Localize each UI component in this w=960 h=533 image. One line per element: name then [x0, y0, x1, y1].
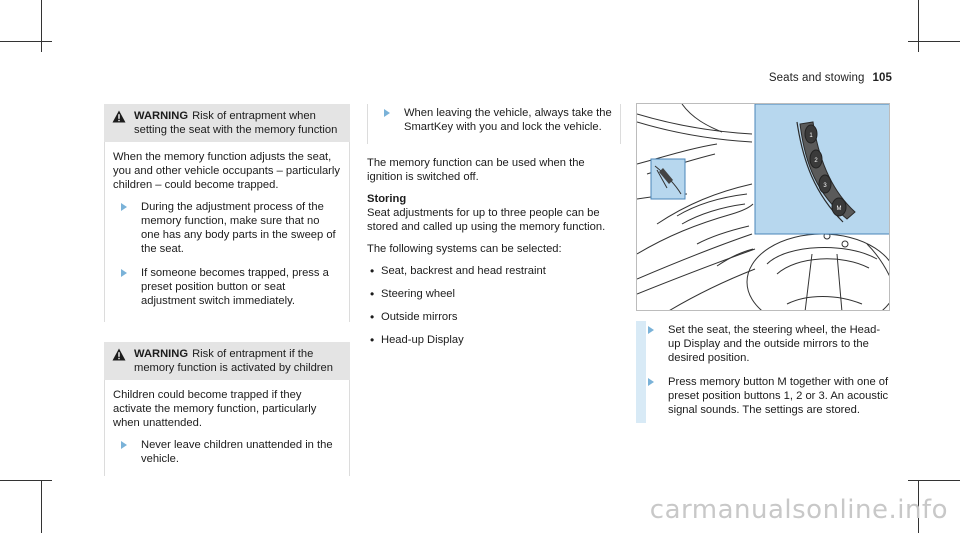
crop-mark [908, 480, 960, 481]
step-text: Press memory button M together with one of preset position buttons 1, 2 or 3. An acoustic signal sounds. The settings are stored. [668, 376, 889, 416]
steps-box [636, 321, 646, 423]
page-header [769, 72, 892, 84]
step-arrow-icon [648, 326, 654, 334]
warning-title: Risk of entrapment when setting the seat with the memory function [134, 110, 338, 136]
crop-mark [918, 0, 919, 52]
instruction-step [648, 323, 890, 365]
step-arrow-icon [121, 441, 127, 449]
list-item: • Outside mirrors [367, 310, 621, 324]
step-text: During the adjustment process of the memory function, make sure that no one has any body parts in the sweep of the seat. [141, 201, 336, 255]
door-panel-drawing [637, 104, 890, 311]
warning-title-text [134, 109, 342, 137]
section-title: Seats and stowing [768, 72, 865, 84]
systems-list [367, 264, 621, 347]
preset-button-3: 3 [823, 183, 827, 189]
step-arrow-icon [648, 378, 654, 386]
instruction-step [121, 266, 341, 308]
memory-button-m: M [836, 206, 842, 212]
preset-button-2: 2 [814, 158, 818, 164]
crop-mark [908, 41, 960, 42]
warning-text: Children could become trapped if they activate the memory function, particularly when unattended. [113, 389, 317, 429]
warning-continuation [367, 104, 621, 144]
crop-mark [41, 0, 42, 52]
warning-triangle-icon [112, 348, 126, 361]
step-text: Set the seat, the steering wheel, the Head-up Display and the outside mirrors to the desired position. [668, 324, 881, 364]
step-arrow-icon [121, 269, 127, 277]
warning-body [104, 142, 350, 322]
instruction-step [121, 200, 341, 256]
crop-mark [0, 41, 52, 42]
crop-mark [41, 481, 42, 533]
intro-text: The memory function can be used when the ignition is switched off. [367, 157, 585, 183]
column-3 [636, 321, 890, 427]
list-item: • Seat, backrest and head restraint [367, 264, 621, 278]
warning-header [104, 104, 350, 142]
systems-intro: The following systems can be selected: [367, 243, 562, 255]
column-1 [104, 104, 350, 476]
storing-text: Seat adjustments for up to three people can be stored and called up using the memory function. [367, 207, 606, 233]
step-text: When leaving the vehicle, always take the SmartKey with you and lock the vehicle. [404, 107, 612, 133]
warning-header [104, 342, 350, 380]
warning-label: WARNING [134, 110, 189, 122]
section-heading: Storing [367, 193, 407, 205]
step-arrow-icon [384, 109, 390, 117]
warning-text: When the memory function adjusts the seat, you and other vehicle occupants – particularly children – could become trapped. [113, 151, 340, 191]
watermark: carmanualsonline.info [649, 495, 948, 525]
warning-triangle-icon [112, 110, 126, 123]
list-item: • Head-up Display [367, 333, 621, 347]
page-number: 105 [872, 72, 892, 84]
step-arrow-icon [121, 203, 127, 211]
door-panel-illustration [636, 103, 890, 311]
warning-title: Risk of entrapment if the memory function is activated by children [134, 348, 333, 374]
instruction-step [384, 106, 612, 134]
warning-body [104, 380, 350, 476]
warning-title-text [134, 347, 342, 375]
list-item: • Steering wheel [367, 287, 621, 301]
crop-mark [0, 480, 52, 481]
instruction-step [121, 438, 341, 466]
instruction-step [648, 375, 890, 417]
warning-label: WARNING [134, 348, 189, 360]
step-text: Never leave children unattended in the vehicle. [141, 439, 333, 465]
column-2 [367, 104, 621, 356]
step-text: If someone becomes trapped, press a preset position button or seat adjustment switch immediately. [141, 267, 329, 307]
preset-button-1: 1 [809, 133, 813, 139]
